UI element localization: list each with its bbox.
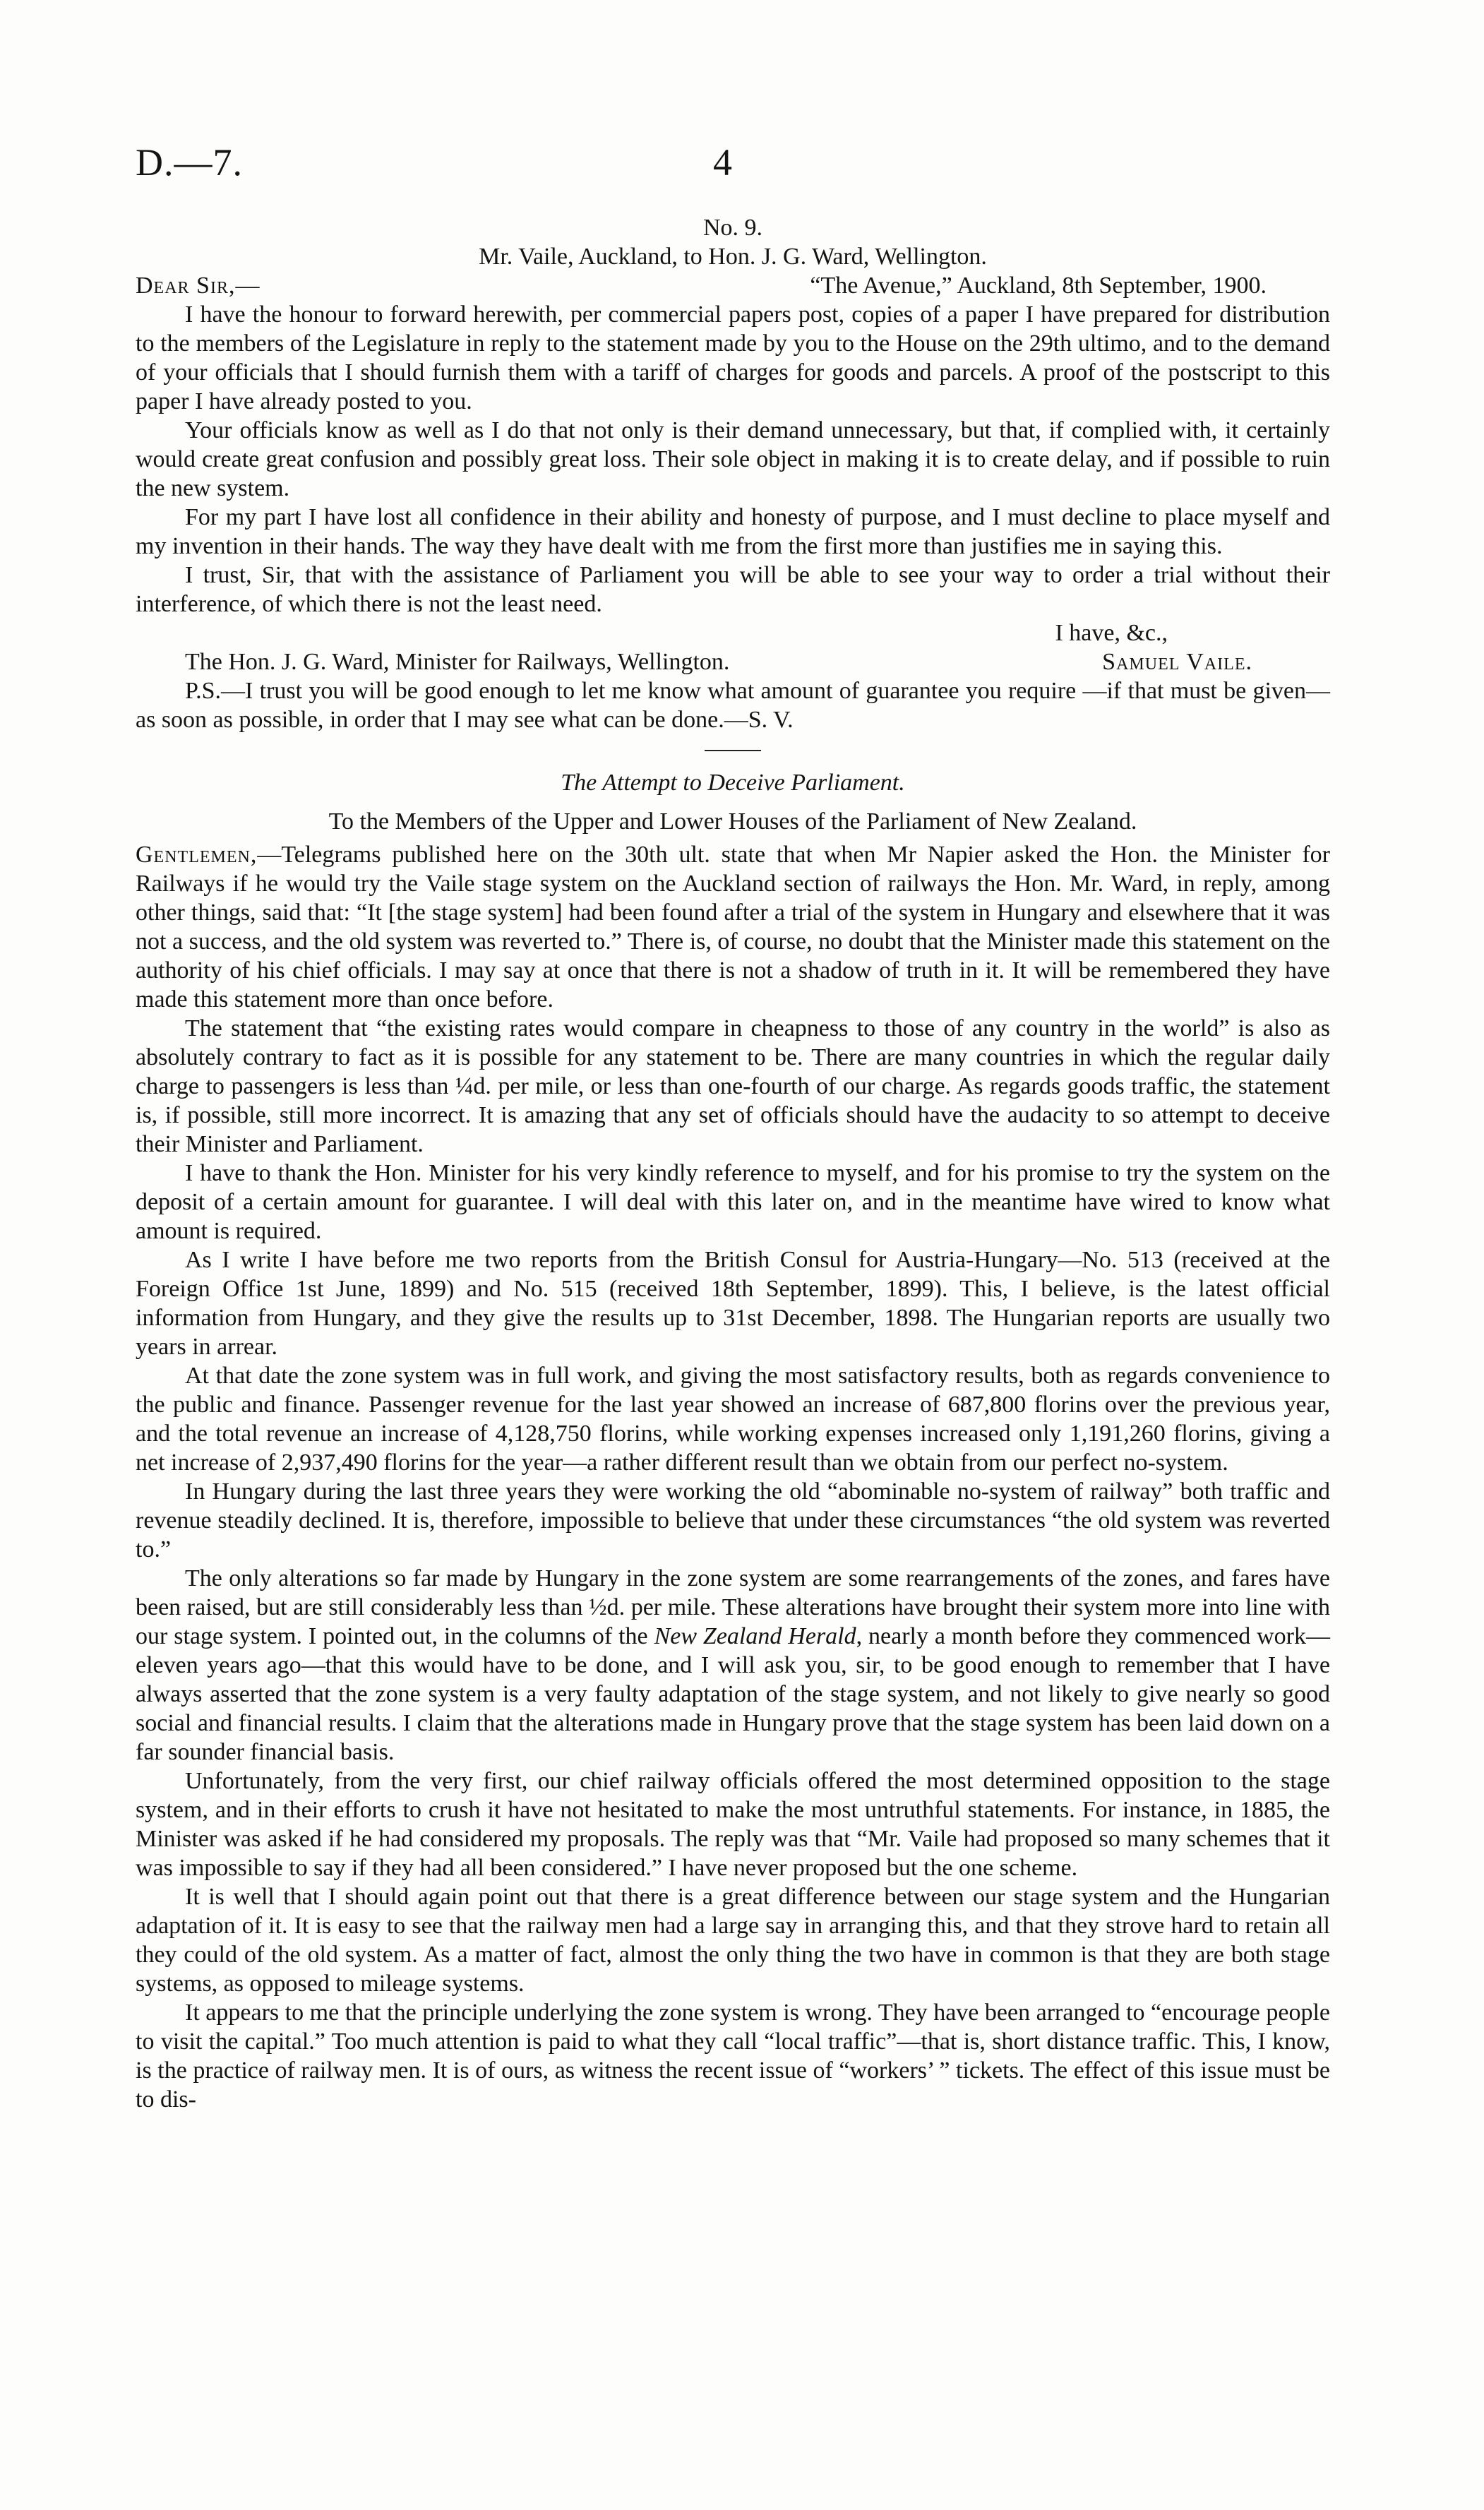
letter-paragraph: I trust, Sir, that with the assistance of Parliament you will be able to see your way to order a trial without their interference, of which there is not the least need. <box>136 562 1330 617</box>
letter-addressee: The Hon. J. G. Ward, Minister for Railways, Wellington. <box>185 649 730 675</box>
newspaper-title: New Zealand Herald <box>654 1623 856 1649</box>
letter-address-date: “The Avenue,” Auckland, 8th September, 1900. <box>810 273 1267 299</box>
article-paragraph <box>136 1564 1330 1767</box>
letter-number: No. 9. <box>702 215 763 241</box>
salutation-line <box>136 271 1330 300</box>
letter-paragraph: Your officials know as well as I do that not only is their demand unnecessary, but that, if complied with, it certainly would create great confusion and possibly great loss. Their sole object in making it is to create delay, and if possible to ruin the new system. <box>136 417 1330 501</box>
article-paragraph: At that date the zone system was in full work, and giving the most satisfactory results, both as regards convenience to the public and finance. Passenger revenue for the last year showed an increase of 687,800 florins over the previous year, and the total revenue an increase of 4,128,750 florins, while working expenses increased only 1,191,260 florins, giving a net increase of 2,937,490 florins for the year—a rather different result than we obtain from our perfect no-system. <box>136 1363 1330 1476</box>
article-address: To the Members of the Upper and Lower Houses of the Parliament of New Zealand. <box>328 808 1137 835</box>
letter-heading: Mr. Vaile, Auckland, to Hon. J. G. Ward, Wellington. <box>479 244 987 270</box>
article-salutation: Gentlemen, <box>136 842 258 868</box>
document-reference: D.—7. <box>136 141 243 184</box>
article-paragraph: It appears to me that the principle underlying the zone system is wrong. They have been arranged to “encourage people to visit the capital.” Too much attention is paid to what they call “local traffic”—that is, short distance traffic. This, I know, is the practice of railway men. It is of ours, as witness the recent issue of “workers’ ” tickets. The effect of this issue must be to dis- <box>136 2000 1330 2112</box>
article-first-paragraph-text: —Telegrams published here on the 30th ult. state that when Mr Napier asked the Hon. the Minister for Railways if he would try the Vaile stage system on the Auckland section of railways the Hon. Mr. Ward, in reply, among other things, said that: “It [the stage system] had been found after a trial of the system in Hungary and elsewhere that it was not a success, and the old system was reverted to.” There is, of course, no doubt that the Minister made this statement on the authority of his chief officials. I may say at once that there is not a shadow of truth in it. It will be remembered they have made this statement more than once before. <box>136 842 1330 1012</box>
paragraph-text: , nearly a month before they commenced work—eleven years ago—that this would have to be done, and I will ask you, sir, to be good enough to remember that I have always asserted that the zone system is a very faulty adaptation of the stage system, and not likely to give nearly so good social and financial results. I claim that the alterations made in Hungary prove that the stage system has been laid down on a far sounder financial basis. <box>136 1623 1330 1765</box>
letter-paragraph: I have the honour to forward herewith, per commercial papers post, copies of a paper I have prepared for distribution to the members of the Legislature in reply to the statement made by you to the House on the 29th ultimo, and to the demand of your officials that I should furnish them with a tariff of charges for goods and parcels. A proof of the postscript to this paper I have already posted to you. <box>136 301 1330 414</box>
letter-paragraph: For my part I have lost all confidence in their ability and honesty of purpose, and I must decline to place myself and my invention in their hands. The way they have dealt with me from the first more than justifies me in saying this. <box>136 504 1330 559</box>
article-paragraph: The statement that “the existing rates would compare in cheapness to those of any country in the world” is also as absolutely contrary to fact as it is possible for any statement to be. There are many countries in which the regular daily charge to passengers is less than ¼d. per mile, or less than one-fourth of our charge. As regards goods traffic, the statement is, if possible, still more incorrect. It is amazing that any set of officials should have the audacity to so attempt to deceive their Minister and Parliament. <box>136 1015 1330 1157</box>
letter-postscript: P.S.—I trust you will be good enough to let me know what amount of guarantee you require —if that must be given—as soon as possible, in order that I may see what can be done.—S. V. <box>136 678 1330 733</box>
article-paragraph: I have to thank the Hon. Minister for his very kindly reference to myself, and for his promise to try the system on the deposit of a certain amount for guarantee. I will deal with this later on, and in the meantime have wired to know what amount is required. <box>136 1160 1330 1244</box>
article-paragraph: Unfortunately, from the very first, our chief railway officials offered the most determined opposition to the stage system, and in their efforts to crush it have not hesitated to make the most untruthful statements. For instance, in 1885, the Minister was asked if he had considered my proposals. The reply was that “Mr. Vaile had proposed so many schemes that it was impossible to say if they had all been considered.” I have never proposed but the one scheme. <box>136 1768 1330 1881</box>
article-paragraph: It is well that I should again point out that there is a great difference between our stage system and the Hungarian adaptation of it. It is easy to see that the railway men had a large say in arranging this, and that they strove hard to retain all they could of the old system. As a matter of fact, almost the only thing the two have in common is that they are both stage systems, as opposed to mileage systems. <box>136 1884 1330 1997</box>
section-divider <box>705 750 761 751</box>
page-number: 4 <box>713 141 732 184</box>
addressee-line <box>136 647 1330 676</box>
article-title: The Attempt to Deceive Parliament. <box>561 770 905 796</box>
letter-salutation: Dear Sir,— <box>136 273 261 299</box>
article-paragraph: In Hungary during the last three years they were working the old “abominable no-system of railway” both traffic and revenue steadily declined. It is, therefore, impossible to believe that under these circumstances “the old system was reverted to.” <box>136 1478 1330 1562</box>
page-body <box>136 213 1330 2114</box>
article-paragraph: As I write I have before me two reports from the British Consul for Austria-Hungary—No. 513 (received at the Foreign Office 1st June, 1899) and No. 515 (received 18th September, 1899). This, I believe, is the latest official information from Hungary, and they give the results up to 31st December, 1898. The Hungarian reports are usually two years in arrear. <box>136 1247 1330 1360</box>
letter-closing: I have, &c., <box>1055 620 1168 646</box>
paragraph-text: The only alterations so far made by Hungary in the zone system are some rearrangements of the zones, and fares have been raised, but are still considerably less than ½d. per mile. These alterations have brought their system more into line with our stage system. I pointed out, in the columns of the <box>136 1565 1330 1649</box>
letter-signature: Samuel Vaile. <box>1102 649 1252 675</box>
article-paragraph <box>136 840 1330 1014</box>
